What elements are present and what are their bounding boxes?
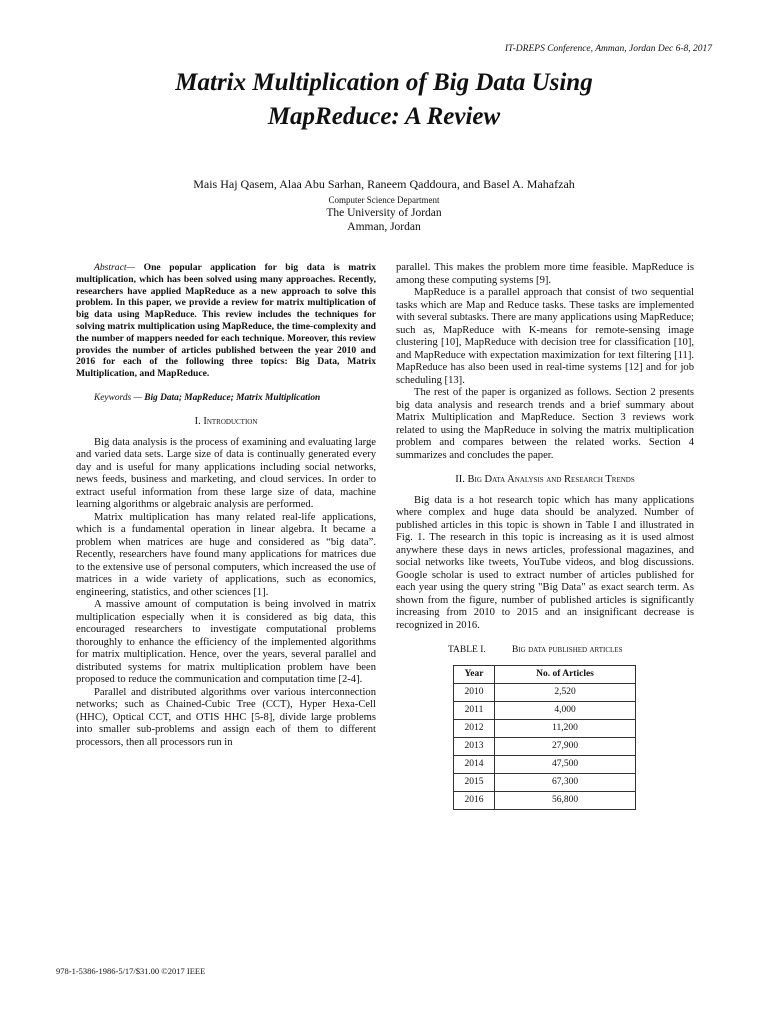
table-label: TABLE I. — [448, 645, 486, 655]
university: The University of Jordan — [326, 207, 442, 219]
table-row — [454, 719, 636, 737]
intro-paragraph-2: Matrix multiplication has many related real-life applications, which is a fundamental operation in linear algebra. It became a problem when matrices are huge and considered as “big data”. Recently, researchers have found many applications for matrices due to the extensive use of personal computers, which increased the use of matrices in a wide variety of applications, such as economics, engineering, statistics, and other sciences [1]. — [76, 511, 376, 598]
count-cell: 56,800 — [495, 791, 636, 809]
copyright-footer: 978-1-5386-1986-5/17/$31.00 ©2017 IEEE — [56, 966, 206, 976]
count-cell: 27,900 — [495, 737, 636, 755]
intro-paragraph-3: A massive amount of computation is being involved in matrix multiplication especially when it is considered as big data, this encouraged researchers to investigate computational problems thoroughly to enhance the efficiency of the implemented algorithms for matrix multiplication. Hence, over the years, several parallel and distributed systems for matrix multiplication problem have been proposed to reduce the communication and computation time [2-4]. — [76, 599, 376, 686]
table-caption — [396, 644, 694, 657]
abstract — [76, 262, 376, 380]
section-2-heading: II. Big Data Analysis and Research Trends — [455, 474, 635, 485]
table-row — [454, 791, 636, 809]
keywords-text: Big Data; MapReduce; Matrix Multiplication — [144, 392, 321, 403]
year-header: Year — [454, 665, 495, 683]
conference-header: IT-DREPS Conference, Amman, Jordan Dec 6-8, 2017 — [504, 44, 712, 54]
intro-paragraph-1: Big data analysis is the process of examining and evaluating large and varied data sets. Large size of data is continually generated every day and is useful for many applications including social networks, news feeds, business and marketing, and cloud services. In order to extract useful information from these large size of data, machine learning algorithms or algebraic analysis are performed. — [76, 436, 376, 511]
table-row — [454, 683, 636, 701]
city: Amman, Jordan — [347, 221, 421, 233]
abstract-label: Abstract— — [94, 262, 136, 273]
count-cell: 47,500 — [495, 755, 636, 773]
table-title: Big data published articles — [512, 645, 623, 655]
year-cell: 2011 — [454, 701, 495, 719]
intro-paragraph-6: The rest of the paper is organized as follows. Section 2 presents big data analysis and research trends and a brief summary about Matrix Multiplication and MapReduce. Section 3 reviews work related to using the MapReduce in solving the matrix multiplication problem and compares between the related works. Section 4 summarizes and concludes the paper. — [396, 387, 694, 461]
count-cell: 11,200 — [495, 719, 636, 737]
year-cell: 2016 — [454, 791, 495, 809]
count-cell: 2,520 — [495, 683, 636, 701]
table-row — [454, 737, 636, 755]
keywords — [76, 392, 376, 405]
year-cell: 2013 — [454, 737, 495, 755]
paper-title — [0, 66, 768, 134]
keywords-label: Keywords — — [94, 392, 145, 403]
table-row — [454, 755, 636, 773]
authors: Mais Haj Qasem, Alaa Abu Sarhan, Raneem Qaddoura, and Basel A. Mahafzah — [193, 177, 575, 191]
year-cell: 2012 — [454, 719, 495, 737]
department: Computer Science Department — [328, 195, 440, 205]
table-row — [454, 701, 636, 719]
table-header-row — [454, 665, 636, 683]
year-cell: 2015 — [454, 773, 495, 791]
year-cell: 2014 — [454, 755, 495, 773]
section-1-heading: I. Introduction — [194, 416, 258, 428]
intro-paragraph-4: Parallel and distributed algorithms over various interconnection networks; such as Chained-Cubic Tree (CCT), Hyper Hexa-Cell (HHC), Optical CCT, and OTIS HHC [5-8], divide large problems into smaller sub-problems and assign each of them to different processors, then all processors run in — [76, 686, 376, 748]
articles-header: No. of Articles — [495, 665, 636, 683]
intro-paragraph-5: MapReduce is a parallel approach that consist of two sequential tasks which are Map and Reduce tasks. These tasks are implemented with several subtasks. There are many applications using MapReduce; such as, MapReduce with K-means for remote-sensing image clustering [10], MapReduce with decision tree for classification [10], and MapReduce with expectation maximization for text filtering [11]. MapReduce has also been used in real-time systems [12] and for job scheduling [13]. — [396, 287, 694, 386]
intro-paragraph-continued: parallel. This makes the problem more time feasible. MapReduce is among these computing systems [9]. — [396, 262, 694, 286]
count-cell: 4,000 — [495, 701, 636, 719]
left-column — [76, 262, 376, 749]
title-line-1: Matrix Multiplication of Big Data Using — [175, 69, 593, 96]
title-line-2: MapReduce: A Review — [267, 103, 501, 130]
table-row — [454, 773, 636, 791]
count-cell: 67,300 — [495, 773, 636, 791]
year-cell: 2010 — [454, 683, 495, 701]
articles-table — [453, 665, 636, 810]
section-2-paragraph-1: Big data is a hot research topic which has many applications where complex and huge data should be analyzed. Number of published articles in this topic is shown in Table I and illustrated in Fig. 1. The research in this topic is increasing as it is used almost anywhere these days in news articles, professional magazines, and social networks like tweets, YouTube videos, and blog discussions. Google scholar is used to extract number of articles published for each year using the query string "Big Data" as exact search term. As shown from the figure, number of published articles is significantly increasing from 2010 to 2015 and an insignificant decrease is recognized in 2016. — [396, 494, 694, 631]
right-column — [396, 262, 694, 810]
abstract-text: One popular application for big data is matrix multiplication, which has been solved using many approaches. Recently, researchers have applied MapReduce as a new approach to solve this problem. In this paper, we provide a review for matrix multiplication of big data using MapReduce. This review includes the techniques for solving matrix multiplication using MapReduce, the time-complexity and the number of mappers needed for each technique. Moreover, this review provides the number of articles published between the year 2010 and 2016 for each of the following three topics: Big Data, Matrix Multiplication, and MapReduce. — [76, 262, 376, 380]
